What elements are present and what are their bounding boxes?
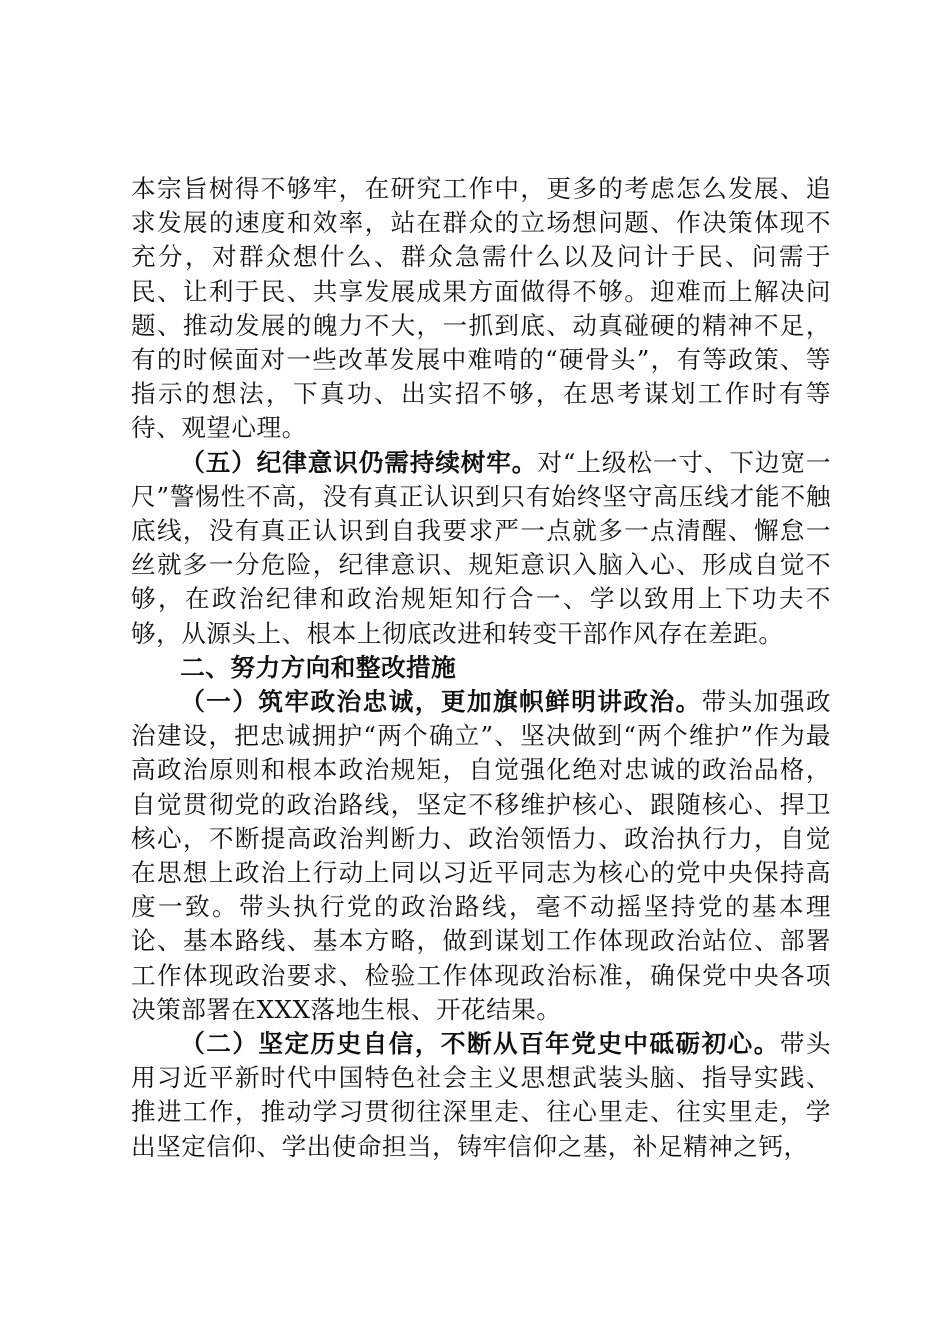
paragraph-continuation bbox=[131, 172, 831, 446]
document-body bbox=[131, 172, 831, 1164]
paragraph-text: 带头加强政治建设，把忠诚拥护“两个确立”、坚决做到“两个维护”作为最高政治原则和根本政治规矩，自觉强化绝对忠诚的政治品格，自觉贯彻党的政治路线，坚定不移维护核心、跟随核心、捍卫核心，不断提高政治判断力、政治领悟力、政治执行力，自觉在思想上政治上行动上同以习近平同志为核心的党中央保持高度一致。带头执行党的政治路线，毫不动摇坚持党的基本理论、基本路线、基本方略，做到谋划工作体现政治站位、部署工作体现政治要求、检验工作体现政治标准，确保党中央各项决策部署在XXX落地生根、开花结果。 bbox=[131, 687, 831, 1024]
paragraph-loyalty bbox=[131, 685, 831, 1027]
paragraph-text: 对“上级松一寸、下边宽一尺”警惕性不高，没有真正认识到只有始终坚守高压线才能不触底线，没有真正认识到自我要求严一点就多一点清醒、懈怠一丝就多一分危险，纪律意识、规矩意识入脑入心、形成自觉不够，在政治纪律和政治规矩知行合一、学以致用上下功夫不够，从源头上、根本上彻底改进和转变干部作风存在差距。 bbox=[131, 447, 831, 648]
paragraph-lead: （五）纪律意识仍需持续树牢。 bbox=[180, 447, 538, 477]
paragraph-lead: （二）坚定历史自信，不断从百年党史中砥砺初心。 bbox=[180, 1029, 780, 1059]
paragraph-lead: （一）筑牢政治忠诚，更加旗帜鲜明讲政治。 bbox=[180, 687, 702, 717]
section-heading: 二、努力方向和整改措施 bbox=[180, 652, 457, 682]
paragraph-text: 本宗旨树得不够牢，在研究工作中，更多的考虑怎么发展、追求发展的速度和效率，站在群众的立场想问题、作决策体现不充分，对群众想什么、群众急需什么以及问计于民、问需于民、让利于民、共享发展成果方面做得不够。迎难而上解决问题、推动发展的魄力不大，一抓到底、动真碰硬的精神不足，有的时候面对一些改革发展中难啃的“硬骨头”，有等政策、等指示的想法，下真功、出实招不够，在思考谋划工作时有等待、观望心理。 bbox=[131, 174, 831, 443]
paragraph-discipline bbox=[131, 446, 831, 651]
paragraph-history bbox=[131, 1027, 831, 1164]
paragraph-text: 带头用习近平新时代中国特色社会主义思想武装头脑、指导实践、推进工作，推动学习贯彻往深里走、往心里走、往实里走，学出坚定信仰、学出使命担当，铸牢信仰之基，补足精神之钙， bbox=[131, 1029, 831, 1161]
